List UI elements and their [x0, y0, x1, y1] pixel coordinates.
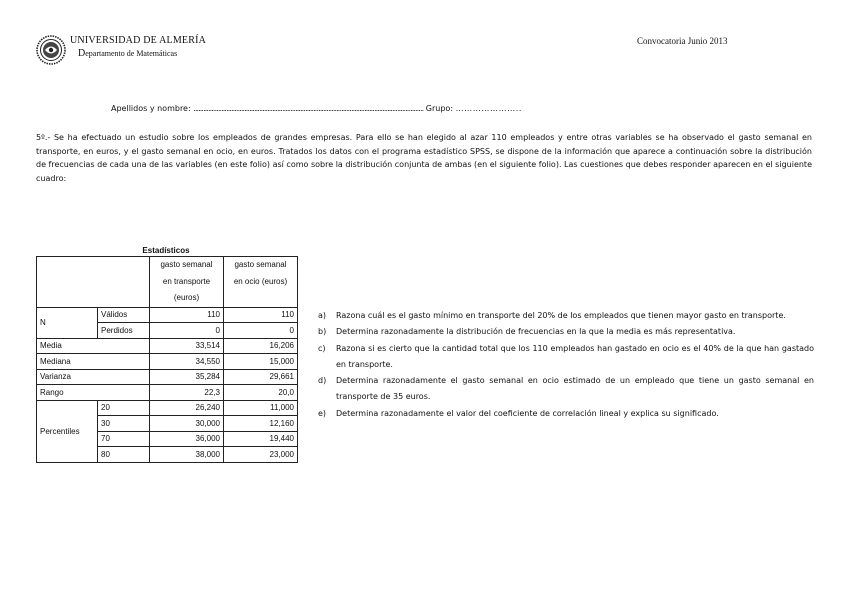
cell-value: 33,514	[150, 338, 224, 354]
table-row	[37, 307, 298, 323]
row-label-validos: Válidos	[98, 307, 150, 323]
problem-statement: 5º.- Se ha efectuado un estudio sobre los empleados de grandes empresas. Para ello se han elegido al azar 110 empleados y entre otras variables se ha observado el gasto semanal en transporte, en euros, y el gasto semanal en ocio, en euros. Tratados los datos con el programa estadístico SPSS, se dispone de la información que aparece a continuación sobre la distribución de frecuencias de cada una de las variables (en este folio) así como sobre la distribución conjunta de ambas (en el siguiente folio). Las cuestiones que debes responder aparecen en el siguiente cuadro:	[36, 133, 812, 183]
cell-value: 15,000	[224, 354, 298, 370]
question-item	[318, 308, 814, 324]
table-corner	[37, 257, 150, 308]
university-name: UNIVERSIDAD DE ALMERÍA	[70, 35, 207, 46]
header-ocio	[224, 257, 298, 308]
cell-value: 36,000	[150, 431, 224, 447]
question-text: Determina razonadamente el valor del coeficiente de correlación lineal y explica su significado.	[336, 408, 719, 418]
cell-value: 38,000	[150, 447, 224, 463]
header-line: en ocio (euros)	[233, 276, 288, 286]
cell-value: 11,000	[224, 400, 298, 416]
student-info-line	[111, 104, 522, 113]
row-label-n: N	[37, 307, 98, 338]
table-caption: Estadísticos	[142, 246, 190, 255]
header-line: gasto semanal	[234, 260, 287, 269]
percentile-label: 30	[98, 416, 150, 432]
table-row	[37, 354, 298, 370]
header-line: en transporte	[162, 276, 211, 286]
cell-value: 35,284	[150, 369, 224, 385]
percentile-label: 70	[98, 431, 150, 447]
name-field[interactable]: ............................................................................................................................................	[193, 104, 424, 113]
table-row	[37, 338, 298, 354]
statistics-table	[36, 256, 298, 463]
group-label: Grupo:	[425, 104, 454, 113]
exam-session: Convocatoria Junio 2013	[637, 36, 728, 46]
table-row	[37, 400, 298, 416]
question-letter: e)	[318, 408, 327, 418]
question-letter: c)	[318, 343, 326, 353]
cell-value: 26,240	[150, 400, 224, 416]
row-label-percentiles: Percentiles	[37, 400, 98, 462]
table-header-row	[37, 257, 298, 308]
cell-value: 20,0	[224, 385, 298, 401]
cell-value: 0	[224, 323, 298, 339]
table-row	[37, 369, 298, 385]
cell-value: 22,3	[150, 385, 224, 401]
row-label-perdidos: Perdidos	[98, 323, 150, 339]
header-transporte	[150, 257, 224, 308]
questions-list	[318, 308, 814, 422]
cell-value: 29,661	[224, 369, 298, 385]
name-label: Apellidos y nombre:	[111, 104, 191, 113]
university-seal-icon	[36, 35, 66, 65]
question-letter: a)	[318, 311, 327, 320]
question-text: Determina razonadamente la distribución de frecuencias en la que la media es más representativa.	[336, 327, 736, 337]
row-label-mediana: Mediana	[37, 354, 150, 370]
department-name	[78, 48, 177, 59]
question-item	[318, 373, 814, 406]
row-label-varianza: Varianza	[37, 369, 150, 385]
department-initial: D	[78, 48, 86, 59]
cell-value: 19,440	[224, 431, 298, 447]
cell-value: 34,550	[150, 354, 224, 370]
question-letter: d)	[318, 376, 327, 386]
question-item	[318, 324, 814, 340]
cell-value: 110	[224, 307, 298, 323]
department-rest: epartamento de Matemáticas	[85, 49, 178, 58]
question-item	[318, 406, 814, 422]
question-text: Determina razonadamente el gasto semanal en ocio estimado de un empleado que tiene un gasto semanal en transporte de 35 euros.	[336, 376, 814, 402]
row-label-rango: Rango	[37, 385, 150, 401]
header-line: (euros)	[173, 293, 200, 302]
cell-value: 23,000	[224, 447, 298, 463]
question-text: Razona cuál es el gasto mínimo en transporte del 20% de los empleados que tienen mayor gasto en transporte.	[336, 311, 786, 320]
cell-value: 12,160	[224, 416, 298, 432]
question-item	[318, 341, 814, 374]
percentile-label: 20	[98, 400, 150, 416]
percentile-label: 80	[98, 447, 150, 463]
group-field[interactable]: …………………..	[455, 104, 523, 113]
question-letter: b)	[318, 327, 327, 337]
cell-value: 0	[150, 323, 224, 339]
table-row	[37, 385, 298, 401]
row-label-media: Media	[37, 338, 150, 354]
header-line: gasto semanal	[160, 260, 213, 269]
cell-value: 30,000	[150, 416, 224, 432]
cell-value: 16,206	[224, 338, 298, 354]
question-text: Razona si es cierto que la cantidad total que los 110 empleados han gastado en ocio es el 40% de la que han gastado en transporte.	[336, 343, 814, 369]
cell-value: 110	[150, 307, 224, 323]
